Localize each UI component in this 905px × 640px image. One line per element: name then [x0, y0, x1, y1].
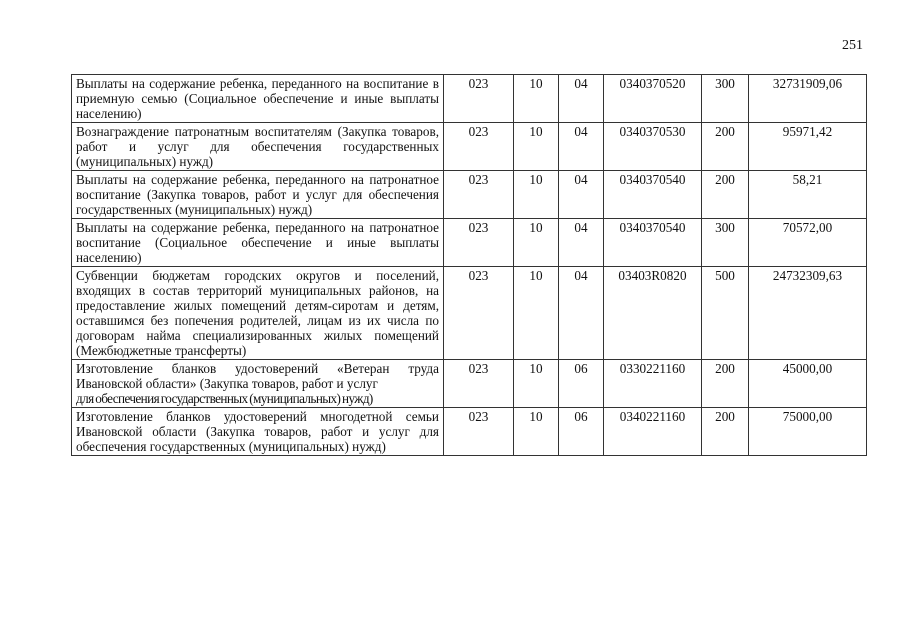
budget-table	[71, 74, 867, 456]
table-row	[72, 171, 867, 219]
row-ved-code: 023	[444, 123, 514, 171]
row-description	[72, 360, 444, 408]
table-row	[72, 123, 867, 171]
row-expense-type-code: 300	[702, 219, 749, 267]
row-target-article-code: 0340370540	[604, 219, 702, 267]
row-description: Выплаты на содержание ребенка, переданного на воспитание в приемную семью (Социальное обеспечение и иные выплаты населению)	[72, 75, 444, 123]
row-expense-type-code: 200	[702, 360, 749, 408]
row-section-code: 10	[514, 267, 559, 360]
table-row	[72, 75, 867, 123]
row-description: Выплаты на содержание ребенка, переданного на патронатное воспитание (Социальное обеспечение и иные выплаты населению)	[72, 219, 444, 267]
row-sum: 24732309,63	[749, 267, 867, 360]
row-section-code: 10	[514, 360, 559, 408]
row-description: Вознаграждение патронатным воспитателям (Закупка товаров, работ и услуг для обеспечения государственных (муниципальных) нужд)	[72, 123, 444, 171]
row-target-article-code: 0340221160	[604, 408, 702, 456]
row-target-article-code: 0340370520	[604, 75, 702, 123]
row-subsection-code: 04	[559, 267, 604, 360]
row-sum: 75000,00	[749, 408, 867, 456]
row-subsection-code: 04	[559, 171, 604, 219]
row-sum: 58,21	[749, 171, 867, 219]
page-number: 251	[842, 38, 863, 53]
row-target-article-code: 0330221160	[604, 360, 702, 408]
row-subsection-code: 04	[559, 219, 604, 267]
row-expense-type-code: 500	[702, 267, 749, 360]
row-section-code: 10	[514, 171, 559, 219]
row-target-article-code: 03403R0820	[604, 267, 702, 360]
row-ved-code: 023	[444, 171, 514, 219]
row-description: Выплаты на содержание ребенка, переданного на патронатное воспитание (Закупка товаров, работ и услуг для обеспечения государственных (муниципальных) нужд)	[72, 171, 444, 219]
row-ved-code: 023	[444, 408, 514, 456]
row-ved-code: 023	[444, 219, 514, 267]
row-subsection-code: 06	[559, 360, 604, 408]
row-section-code: 10	[514, 408, 559, 456]
row-description: Изготовление бланков удостоверений многодетной семьи Ивановской области (Закупка товаров, работ и услуг для обеспечения государственных (муниципальных) нужд)	[72, 408, 444, 456]
row-sum: 32731909,06	[749, 75, 867, 123]
table-row	[72, 267, 867, 360]
row-sum: 45000,00	[749, 360, 867, 408]
row-sum: 95971,42	[749, 123, 867, 171]
row-ved-code: 023	[444, 267, 514, 360]
row-section-code: 10	[514, 219, 559, 267]
row-section-code: 10	[514, 75, 559, 123]
table-row	[72, 360, 867, 408]
row-description-text: Изготовление бланков удостоверений «Ветеран труда Ивановской области» (Закупка товаров, работ и услуг	[76, 361, 439, 391]
row-target-article-code: 0340370530	[604, 123, 702, 171]
row-subsection-code: 06	[559, 408, 604, 456]
row-sum: 70572,00	[749, 219, 867, 267]
row-expense-type-code: 200	[702, 171, 749, 219]
row-description-condensed: для обеспечения государственных (муниципальных) нужд)	[76, 391, 373, 406]
row-section-code: 10	[514, 123, 559, 171]
row-expense-type-code: 300	[702, 75, 749, 123]
row-ved-code: 023	[444, 360, 514, 408]
row-target-article-code: 0340370540	[604, 171, 702, 219]
row-description: Субвенции бюджетам городских округов и поселений, входящих в состав территорий муниципальных районов, на предоставление жилых помещений детям-сиротам и детям, оставшимся без попечения родителей, лицам из их числа по договорам найма специализированных жилых помещений (Межбюджетные трансферты)	[72, 267, 444, 360]
row-subsection-code: 04	[559, 123, 604, 171]
row-expense-type-code: 200	[702, 123, 749, 171]
row-ved-code: 023	[444, 75, 514, 123]
table-row	[72, 408, 867, 456]
row-expense-type-code: 200	[702, 408, 749, 456]
table-row	[72, 219, 867, 267]
row-subsection-code: 04	[559, 75, 604, 123]
